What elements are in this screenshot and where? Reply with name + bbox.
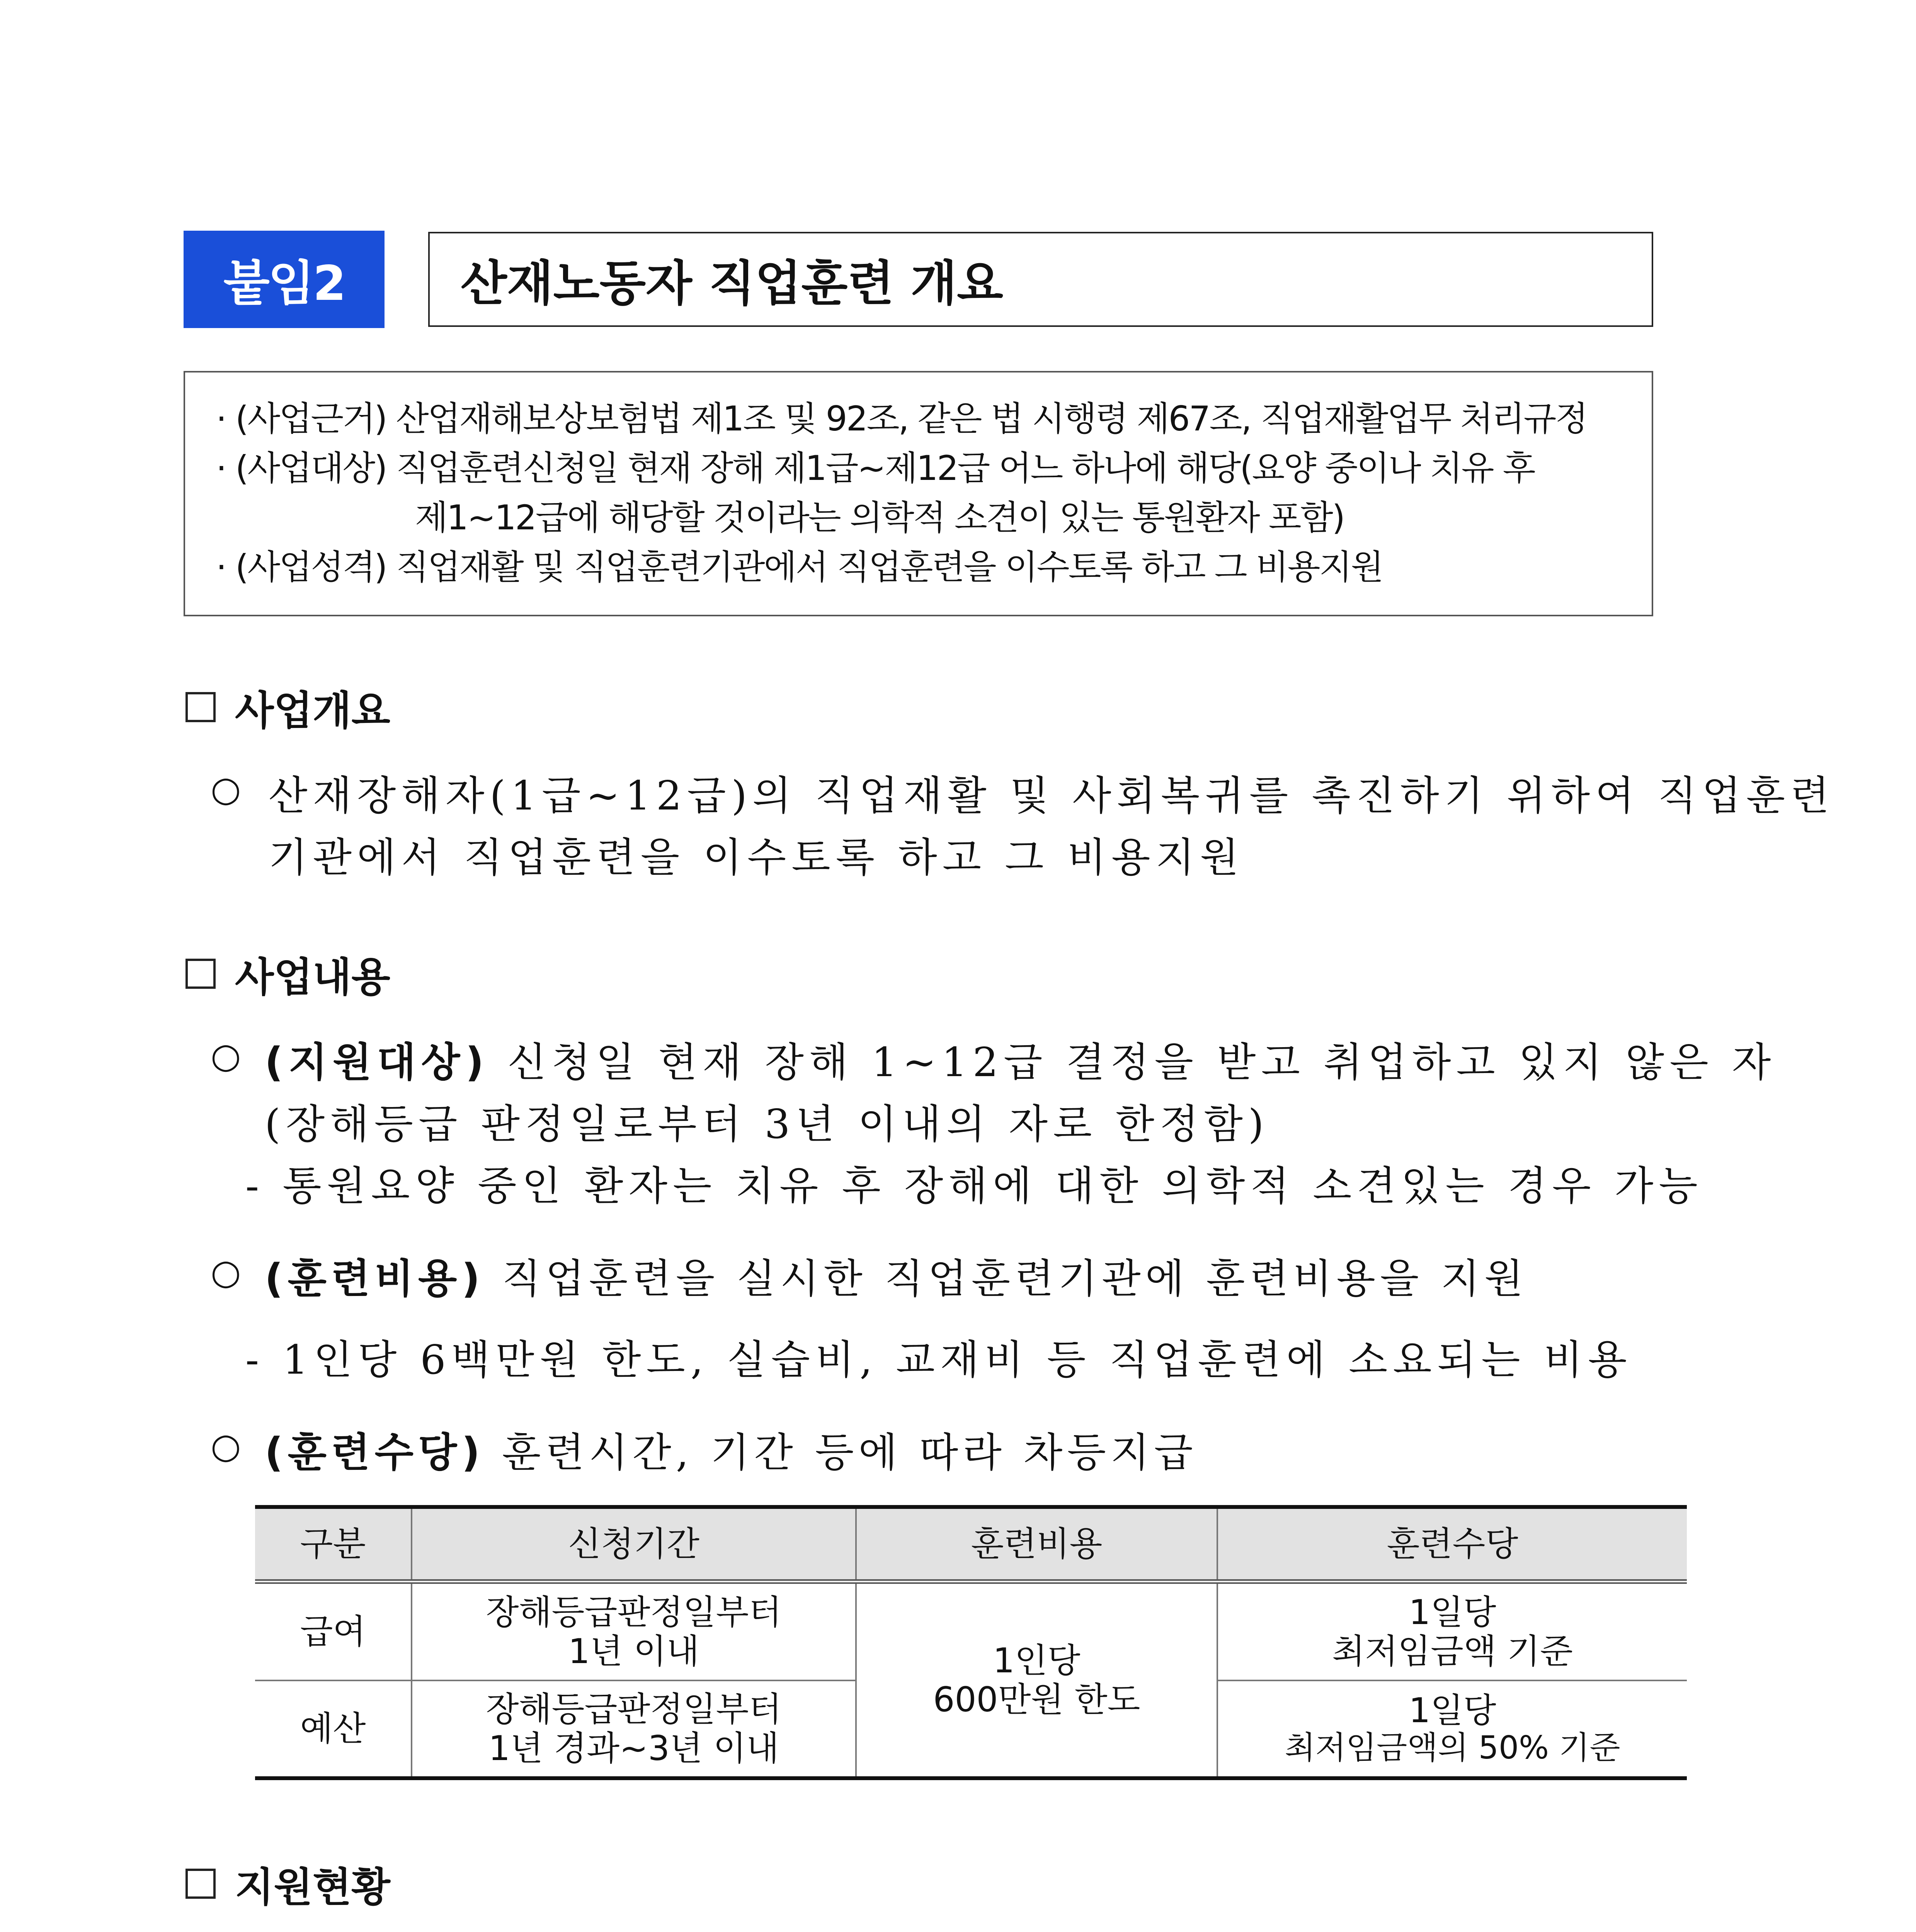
training-allowance-table — [255, 1505, 1687, 1780]
support-target-sub: - 통원요양 중인 환자는 치유 후 장해에 대한 의학적 소견있는 경우 가능 — [245, 1162, 1703, 1209]
table-cell-cost: 1인당 600만원 한도 — [856, 1582, 1217, 1778]
training-cost-line — [265, 1246, 1528, 1304]
summary-line-target: · (사업대상) 직업훈련신청일 현재 장해 제1급~제12급 어느 하나에 해당(요양 중이나 치유 후 — [216, 448, 1535, 488]
section-heading-content: 사업내용 — [185, 945, 390, 1003]
bullet-circle-icon: ○ — [211, 1036, 241, 1076]
training-cost-text: 직업훈련을 실시한 직업훈련기관에 훈련비용을 지원 — [502, 1255, 1528, 1302]
table-header-cell: 구분 — [255, 1507, 412, 1582]
training-allowance-line — [265, 1420, 1198, 1478]
training-cost-label: (훈련비용) — [265, 1255, 485, 1302]
bullet-circle-icon: ○ — [211, 1252, 241, 1293]
bullet-circle-icon: ○ — [211, 769, 241, 810]
table-cell-type: 예산 — [255, 1680, 412, 1778]
section-heading-overview: 사업개요 — [185, 678, 390, 736]
overview-line-1: 산재장해자(1급~12급)의 직업재활 및 사회복귀를 촉진하기 위하여 직업훈련 — [269, 772, 1835, 819]
training-allowance-text: 훈련시간, 기간 등에 따라 차등지급 — [502, 1429, 1198, 1476]
table-header-cell: 신청기간 — [412, 1507, 856, 1582]
section-heading-status: 지원현황 — [185, 1855, 390, 1913]
checkbox-icon — [185, 1869, 216, 1899]
table-header-row — [255, 1507, 1687, 1582]
table-cell-period: 장해등급판정일부터 1년 경과~3년 이내 — [412, 1680, 856, 1778]
table-header-cell: 훈련수당 — [1217, 1507, 1687, 1582]
checkbox-icon — [185, 959, 216, 989]
table-cell-type: 급여 — [255, 1582, 412, 1680]
summary-box — [184, 371, 1653, 616]
table-cell-allowance: 1일당 최저임금액의 50% 기준 — [1217, 1680, 1687, 1778]
appendix-badge: 붙임2 — [184, 231, 385, 328]
support-target-line — [265, 1030, 1776, 1088]
summary-line-target-cont: 제1~12급에 해당할 것이라는 의학적 소견이 있는 통원환자 포함) — [415, 498, 1344, 537]
overview-line-2: 기관에서 직업훈련을 이수토록 하고 그 비용지원 — [269, 834, 1244, 881]
bullet-circle-icon: ○ — [211, 1426, 241, 1466]
training-allowance-label: (훈련수당) — [265, 1429, 485, 1476]
table-cell-allowance: 1일당 최저임금액 기준 — [1217, 1582, 1687, 1680]
table-cell-period: 장해등급판정일부터 1년 이내 — [412, 1582, 856, 1680]
support-target-text: 신청일 현재 장해 1~12급 결정을 받고 취업하고 있지 않은 자 — [507, 1039, 1776, 1086]
page-title: 산재노동자 직업훈련 개요 — [428, 232, 1653, 327]
training-cost-sub: - 1인당 6백만원 한도, 실습비, 교재비 등 직업훈련에 소요되는 비용 — [245, 1336, 1632, 1383]
summary-line-nature: · (사업성격) 직업재활 및 직업훈련기관에서 직업훈련을 이수토록 하고 그 비용지원 — [216, 547, 1383, 587]
support-target-label: (지원대상) — [265, 1039, 489, 1086]
checkbox-icon — [185, 692, 216, 722]
table-row — [255, 1582, 1687, 1680]
table-header-cell: 훈련비용 — [856, 1507, 1217, 1582]
summary-line-basis: · (사업근거) 산업재해보상보험법 제1조 및 92조, 같은 법 시행령 제67조, 직업재활업무 처리규정 — [216, 399, 1587, 439]
support-target-line-2: (장해등급 판정일로부터 3년 이내의 자로 한정함) — [265, 1100, 1269, 1148]
